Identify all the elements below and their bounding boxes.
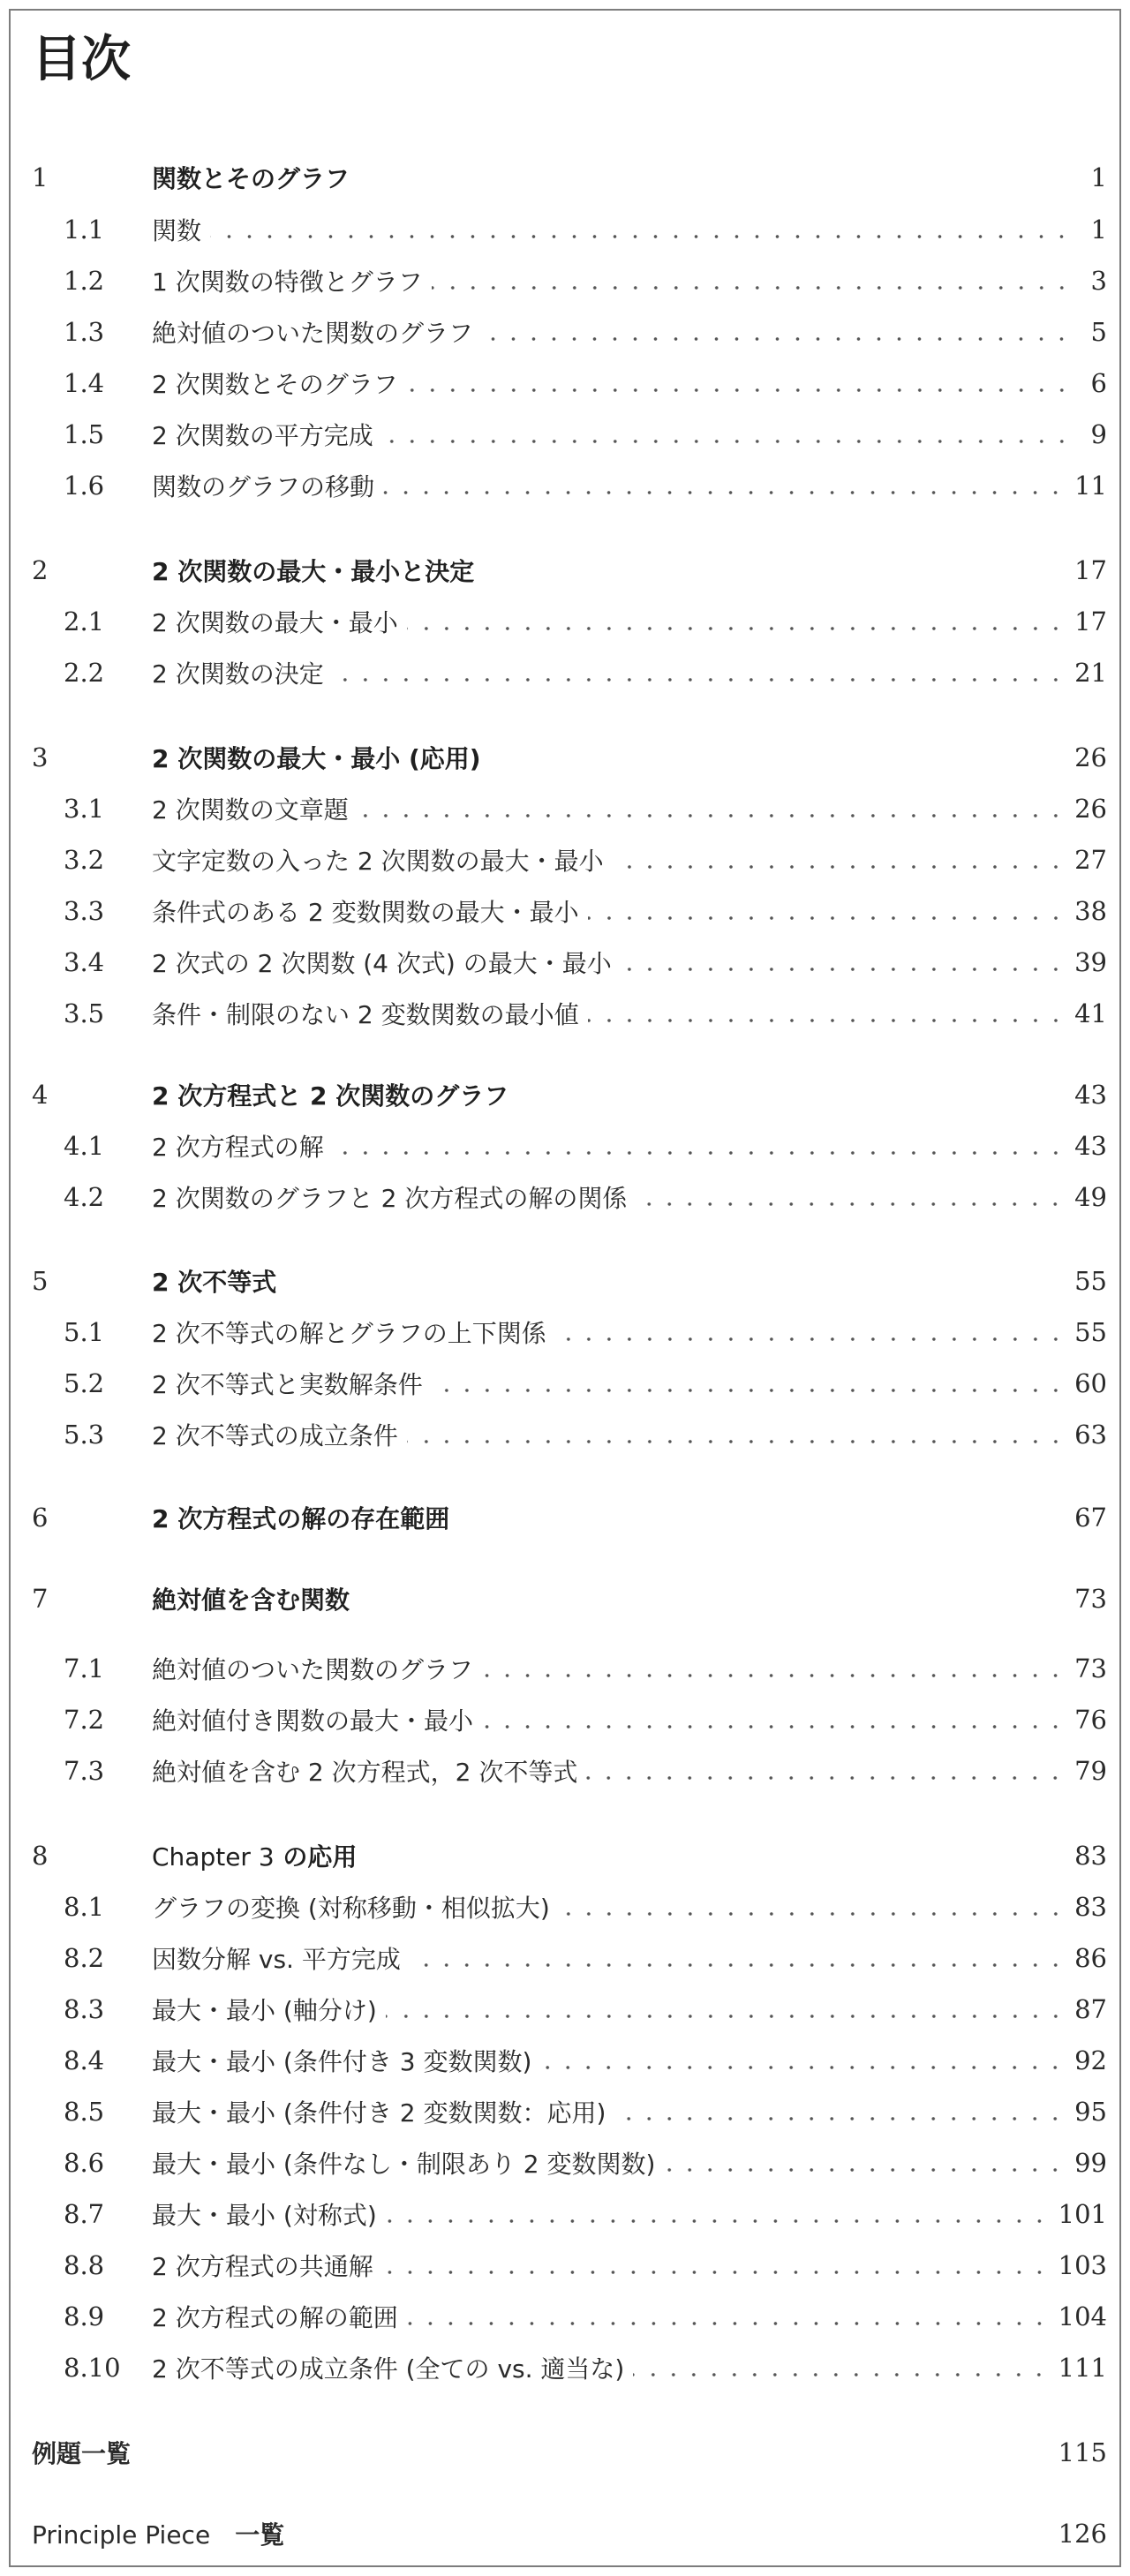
toc-section-1-4[interactable] (32, 358, 1107, 409)
section-page-number: 17 (1074, 606, 1107, 636)
section-number: 8.6 (64, 2148, 105, 2178)
toc-section-3-2[interactable] (32, 834, 1107, 885)
section-number: 1.6 (64, 471, 105, 501)
toc-chapter-1[interactable] (32, 152, 1107, 203)
section-page-number: 55 (1074, 1317, 1107, 1347)
chapter-title (152, 1838, 357, 1873)
chapter-title: 2 次関数の最大・最小 (応用) (152, 744, 481, 773)
section-title: 絶対値のついた関数のグラフ (152, 1655, 474, 1684)
toc-section-4-2[interactable] (32, 1171, 1107, 1223)
section-page-number: 79 (1074, 1756, 1107, 1786)
section-title: 2 次関数とそのグラフ (152, 370, 398, 399)
chapter-title: 関数とそのグラフ (152, 164, 350, 193)
principle-list-title-en: Principle Piece (32, 2520, 211, 2550)
section-number: 8.5 (64, 2097, 105, 2127)
chapter-number: 3 (32, 742, 49, 772)
chapter-number: 7 (32, 1584, 49, 1614)
section-title: グラフの変換 (対称移動・相似拡大) (152, 1894, 550, 1923)
toc-section-7-2[interactable] (32, 1694, 1107, 1745)
toc-section-8-3[interactable] (32, 1984, 1107, 2035)
dot-leader (410, 1962, 1066, 1969)
section-number: 3.2 (64, 845, 105, 875)
section-page-number: 43 (1074, 1131, 1107, 1161)
toc-section-1-3[interactable] (32, 306, 1107, 358)
section-page-number: 6 (1090, 368, 1107, 398)
dot-leader (358, 812, 1066, 819)
dot-leader (407, 387, 1072, 394)
chapter-title: 2 次関数の最大・最小と決定 (152, 557, 475, 586)
section-title: 2 次関数の最大・最小 (152, 608, 398, 637)
toc-section-1-6[interactable] (32, 460, 1107, 511)
toc-chapter-6[interactable] (32, 1492, 1107, 1543)
chapter-page-number: 43 (1074, 1080, 1107, 1110)
chapter-number: 1 (32, 162, 49, 192)
dot-leader (333, 676, 1066, 683)
toc-section-4-1[interactable] (32, 1120, 1107, 1171)
section-number: 8.4 (64, 2045, 105, 2075)
toc-section-8-10[interactable] (32, 2342, 1107, 2393)
section-number: 7.3 (64, 1756, 105, 1786)
section-title: 1 次関数の特徴とグラフ (152, 267, 423, 297)
toc-section-3-1[interactable] (32, 783, 1107, 834)
toc-section-7-1[interactable] (32, 1643, 1107, 1694)
section-page-number: 41 (1074, 998, 1107, 1028)
section-title: 2 次関数の平方完成 (152, 421, 373, 450)
dot-leader (555, 1336, 1066, 1343)
section-title: 2 次方程式の共通解 (152, 2252, 373, 2281)
dot-leader (482, 335, 1072, 343)
section-number: 3.5 (64, 998, 105, 1028)
toc-chapter-5[interactable] (32, 1255, 1107, 1307)
toc-section-8-2[interactable] (32, 1932, 1107, 1984)
chapter-number: 4 (32, 1080, 49, 1110)
dot-leader (432, 284, 1072, 291)
chapter-title: 2 次不等式 (152, 1268, 277, 1297)
principle-list-page-number: 126 (1058, 2519, 1107, 2549)
section-number: 8.2 (64, 1943, 105, 1973)
examples-list-page-number: 115 (1058, 2437, 1107, 2467)
section-page-number: 95 (1074, 2097, 1107, 2127)
section-number: 3.1 (64, 794, 105, 824)
section-title: 関数のグラフの移動 (152, 472, 375, 501)
chapter-title: 2 次方程式と 2 次関数のグラフ (152, 1081, 509, 1111)
toc-section-3-5[interactable] (32, 988, 1107, 1039)
section-page-number: 3 (1090, 266, 1107, 296)
section-title: 文字定数の入った 2 次関数の最大・最小 (152, 847, 604, 876)
dot-leader (633, 2371, 1049, 2378)
toc-section-8-7[interactable] (32, 2188, 1107, 2240)
dot-leader (383, 489, 1066, 496)
dot-leader (613, 863, 1066, 870)
section-title: 2 次方程式の解 (152, 1133, 324, 1162)
section-number: 3.4 (64, 947, 105, 977)
dot-leader (432, 1387, 1066, 1394)
section-page-number: 86 (1074, 1943, 1107, 1973)
section-number: 8.3 (64, 1994, 105, 2024)
toc-section-8-1[interactable] (32, 1881, 1107, 1932)
dot-leader (407, 2320, 1050, 2327)
section-title: 2 次関数の決定 (152, 659, 324, 689)
toc-section-3-4[interactable] (32, 937, 1107, 988)
toc-section-5-1[interactable] (32, 1307, 1107, 1358)
dot-leader (540, 2064, 1066, 2071)
toc-section-2-2[interactable] (32, 647, 1107, 698)
chapter-page-number: 17 (1074, 555, 1107, 585)
section-number: 4.1 (64, 1131, 105, 1161)
dot-leader (636, 1201, 1066, 1208)
chapter-page-number: 55 (1074, 1266, 1107, 1296)
dot-leader (588, 1017, 1066, 1024)
chapter-page-number: 83 (1074, 1841, 1107, 1871)
section-title: 絶対値のついた関数のグラフ (152, 319, 474, 348)
section-page-number: 49 (1074, 1182, 1107, 1212)
section-number: 5.3 (64, 1420, 105, 1450)
examples-list-title: 例題一覧 (32, 2439, 132, 2468)
section-title: 2 次不等式の成立条件 (全ての vs. 適当な) (152, 2354, 625, 2384)
dot-leader (407, 625, 1066, 632)
section-title: 2 次不等式と実数解条件 (152, 1370, 423, 1399)
section-page-number: 26 (1074, 794, 1107, 824)
section-page-number: 99 (1074, 2148, 1107, 2178)
toc-section-1-2[interactable] (32, 255, 1107, 306)
section-title: 絶対値付き関数の最大・最小 (152, 1706, 474, 1736)
section-number: 8.8 (64, 2250, 105, 2280)
chapter-title: 絶対値を含む関数 (152, 1586, 350, 1615)
section-title: 最大・最小 (軸分け) (152, 1996, 377, 2025)
section-title: 2 次不等式の解とグラフの上下関係 (152, 1319, 546, 1348)
section-page-number: 5 (1090, 317, 1107, 347)
dot-leader (621, 966, 1066, 973)
section-number: 5.1 (64, 1317, 105, 1347)
chapter-title: 2 次方程式の解の存在範囲 (152, 1504, 450, 1533)
toc-section-3-3[interactable] (32, 885, 1107, 937)
toc-section-8-6[interactable] (32, 2137, 1107, 2188)
section-title: 絶対値を含む 2 次方程式，2 次不等式 (152, 1758, 578, 1787)
chapter-number: 2 (32, 555, 49, 585)
section-number: 8.1 (64, 1892, 105, 1922)
section-number: 1.3 (64, 317, 105, 347)
section-title: 最大・最小 (条件なし・制限あり 2 変数関数) (152, 2150, 656, 2179)
toc-section-5-2[interactable] (32, 1358, 1107, 1409)
section-title: 2 次式の 2 次関数 (4 次式) の最大・最小 (152, 949, 612, 978)
toc-examples-list[interactable] (32, 2427, 1107, 2478)
section-title: 条件式のある 2 変数関数の最大・最小 (152, 898, 579, 927)
section-page-number: 38 (1074, 896, 1107, 926)
section-page-number: 1 (1090, 215, 1107, 245)
dot-leader (482, 1723, 1066, 1730)
toc-section-1-1[interactable] (32, 204, 1107, 255)
section-page-number: 21 (1074, 658, 1107, 688)
section-page-number: 111 (1058, 2353, 1107, 2383)
dot-leader (382, 2269, 1050, 2276)
dot-leader (333, 1149, 1066, 1156)
section-number: 8.10 (64, 2353, 121, 2383)
section-number: 4.2 (64, 1182, 105, 1212)
chapter-number: 6 (32, 1503, 49, 1533)
dot-leader (586, 1774, 1066, 1781)
toc-section-8-8[interactable] (32, 2240, 1107, 2291)
chapter-number: 5 (32, 1266, 49, 1296)
section-title: 2 次方程式の解の範囲 (152, 2303, 398, 2332)
chapter-page-number: 73 (1074, 1584, 1107, 1614)
section-page-number: 104 (1058, 2301, 1107, 2331)
dot-leader (407, 1438, 1066, 1445)
chapter-title-en: Chapter 3 (152, 1842, 275, 1872)
dot-leader (482, 1672, 1066, 1679)
section-page-number: 11 (1074, 471, 1107, 501)
section-number: 8.7 (64, 2199, 105, 2229)
section-title: 最大・最小 (対称式) (152, 2201, 377, 2230)
section-number: 7.2 (64, 1705, 105, 1735)
toc-section-8-5[interactable] (32, 2086, 1107, 2137)
section-number: 2.1 (64, 606, 105, 636)
section-page-number: 92 (1074, 2045, 1107, 2075)
section-page-number: 60 (1074, 1368, 1107, 1398)
dot-leader (614, 2115, 1066, 2122)
chapter-page-number: 67 (1074, 1503, 1107, 1533)
section-number: 3.3 (64, 896, 105, 926)
principle-list-title-jp: 一覧 (210, 2520, 285, 2550)
section-page-number: 87 (1074, 1994, 1107, 2024)
section-number: 1.4 (64, 368, 105, 398)
dot-leader (210, 233, 1072, 240)
principle-list-title (32, 2516, 284, 2551)
dot-leader (386, 2013, 1066, 2020)
toc-chapter-3[interactable] (32, 732, 1107, 783)
dot-leader (559, 1910, 1066, 1917)
section-number: 7.1 (64, 1653, 105, 1683)
dot-leader (664, 2166, 1066, 2173)
section-title: 2 次関数のグラフと 2 次方程式の解の関係 (152, 1184, 628, 1213)
section-title: 2 次関数の文章題 (152, 795, 349, 825)
dot-leader (382, 438, 1072, 445)
section-page-number: 76 (1074, 1705, 1107, 1735)
section-page-number: 73 (1074, 1653, 1107, 1683)
dot-leader (386, 2218, 1050, 2225)
section-page-number: 27 (1074, 845, 1107, 875)
toc-section-1-5[interactable] (32, 409, 1107, 460)
section-number: 8.9 (64, 2301, 105, 2331)
toc-section-2-1[interactable] (32, 596, 1107, 647)
section-number: 1.2 (64, 266, 105, 296)
section-number: 2.2 (64, 658, 105, 688)
section-title: 関数 (152, 216, 202, 245)
section-page-number: 103 (1058, 2250, 1107, 2280)
toc-section-5-3[interactable] (32, 1409, 1107, 1460)
section-title: 2 次不等式の成立条件 (152, 1421, 398, 1450)
toc-section-8-9[interactable] (32, 2291, 1107, 2342)
section-number: 1.1 (64, 215, 105, 245)
section-page-number: 39 (1074, 947, 1107, 977)
chapter-page-number: 26 (1074, 742, 1107, 772)
section-page-number: 9 (1090, 419, 1107, 449)
section-title: 条件・制限のない 2 変数関数の最小値 (152, 1000, 579, 1029)
chapter-page-number: 1 (1090, 162, 1107, 192)
toc-chapter-7[interactable] (32, 1573, 1107, 1624)
section-title: 最大・最小 (条件付き 2 変数関数：応用) (152, 2098, 606, 2128)
section-number: 1.5 (64, 419, 105, 449)
toc-chapter-8[interactable] (32, 1830, 1107, 1881)
section-title: 最大・最小 (条件付き 3 変数関数) (152, 2047, 532, 2076)
section-page-number: 83 (1074, 1892, 1107, 1922)
toc-section-7-3[interactable] (32, 1745, 1107, 1796)
dot-leader (588, 915, 1066, 922)
toc-chapter-2[interactable] (32, 545, 1107, 596)
chapter-title-jp: の応用 (274, 1842, 358, 1872)
section-page-number: 63 (1074, 1420, 1107, 1450)
toc-principle-piece-list[interactable] (32, 2508, 1107, 2559)
section-title: 因数分解 vs. 平方完成 (152, 1945, 401, 1974)
chapter-number: 8 (32, 1841, 49, 1871)
page-title: 目次 (32, 31, 131, 88)
toc-section-8-4[interactable] (32, 2035, 1107, 2086)
section-page-number: 101 (1058, 2199, 1107, 2229)
toc-chapter-4[interactable] (32, 1069, 1107, 1120)
section-number: 5.2 (64, 1368, 105, 1398)
